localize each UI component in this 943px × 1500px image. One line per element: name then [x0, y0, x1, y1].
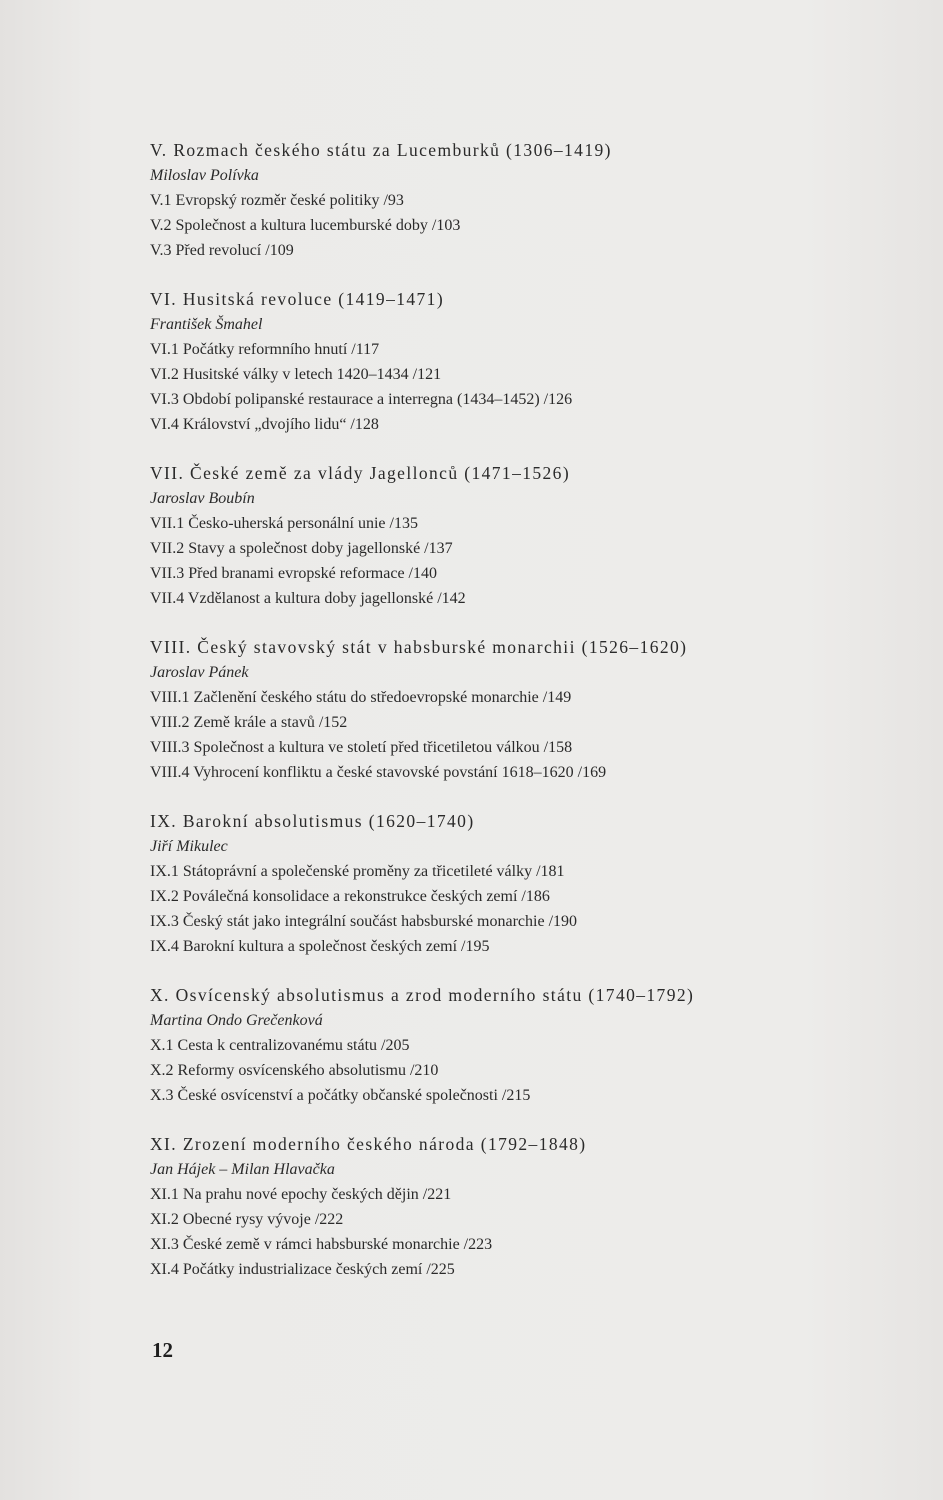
toc-section	[150, 1132, 910, 1282]
toc-entry: VII.1 Česko-uherská personální unie /135	[150, 515, 418, 532]
toc-entry: VIII.3 Společnost a kultura ve století před třicetiletou válkou /158	[150, 739, 573, 756]
toc-entry: V.2 Společnost a kultura lucemburské doby /103	[150, 217, 461, 234]
toc-section	[150, 287, 910, 437]
toc-entry: IX.2 Poválečná konsolidace a rekonstrukce českých zemí /186	[150, 888, 550, 905]
section-title: XI. Zrození moderního českého národa (1792–1848)	[150, 1134, 587, 1154]
toc-entry: VIII.1 Začlenění českého státu do středoevropské monarchie /149	[150, 689, 572, 706]
toc-entry: VIII.4 Vyhrocení konfliktu a české stavovské povstání 1618–1620 /169	[150, 764, 607, 781]
toc-entry: VI.2 Husitské války v letech 1420–1434 /121	[150, 366, 442, 383]
toc-entry: V.3 Před revolucí /109	[150, 242, 294, 259]
section-author: Jiří Mikulec	[150, 838, 228, 855]
section-title: VII. České země za vlády Jagellonců (1471–1526)	[150, 463, 571, 483]
toc-entry: VI.1 Počátky reformního hnutí /117	[150, 341, 380, 358]
toc-entry: V.1 Evropský rozměr české politiky /93	[150, 192, 404, 209]
toc-entry: VI.4 Království „dvojího lidu“ /128	[150, 416, 379, 433]
toc-entry: X.2 Reformy osvícenského absolutismu /210	[150, 1062, 439, 1079]
section-author: Jaroslav Boubín	[150, 490, 255, 507]
section-title: VI. Husitská revoluce (1419–1471)	[150, 289, 445, 309]
toc-entry: VI.3 Období polipanské restaurace a interregna (1434–1452) /126	[150, 391, 573, 408]
toc-entry: IX.1 Státoprávní a společenské proměny za třicetileté války /181	[150, 863, 565, 880]
section-author: Jan Hájek – Milan Hlavačka	[150, 1161, 335, 1178]
toc-entry: VII.2 Stavy a společnost doby jagellonské /137	[150, 540, 453, 557]
toc-section	[150, 809, 910, 959]
toc-entry: IX.4 Barokní kultura a společnost českých zemí /195	[150, 938, 490, 955]
toc-entry: VII.4 Vzdělanost a kultura doby jagellonské /142	[150, 590, 466, 607]
section-author: Martina Ondo Grečenková	[150, 1012, 323, 1029]
toc-entry: X.1 Cesta k centralizovanému státu /205	[150, 1037, 410, 1054]
section-title: IX. Barokní absolutismus (1620–1740)	[150, 811, 475, 831]
toc-section	[150, 461, 910, 611]
toc-entry: XI.1 Na prahu nové epochy českých dějin /221	[150, 1186, 452, 1203]
page-number: 12	[152, 1338, 173, 1362]
toc-entry: XI.4 Počátky industrializace českých zemí /225	[150, 1261, 455, 1278]
section-title: V. Rozmach českého státu za Lucemburků (1306–1419)	[150, 140, 612, 160]
toc-entry: VII.3 Před branami evropské reformace /140	[150, 565, 437, 582]
toc-section	[150, 138, 910, 263]
toc-entry: XI.2 Obecné rysy vývoje /222	[150, 1211, 344, 1228]
toc-entry: X.3 České osvícenství a počátky občanské společnosti /215	[150, 1087, 531, 1104]
section-author: Jaroslav Pánek	[150, 664, 249, 681]
table-of-contents	[150, 138, 910, 1306]
section-author: František Šmahel	[150, 316, 263, 333]
toc-entry: IX.3 Český stát jako integrální součást habsburské monarchie /190	[150, 913, 578, 930]
section-title: X. Osvícenský absolutismus a zrod moderního státu (1740–1792)	[150, 985, 695, 1005]
toc-section	[150, 983, 910, 1108]
toc-section	[150, 635, 910, 785]
section-author: Miloslav Polívka	[150, 167, 259, 184]
toc-entry: VIII.2 Země krále a stavů /152	[150, 714, 348, 731]
section-title: VIII. Český stavovský stát v habsburské monarchii (1526–1620)	[150, 637, 688, 657]
toc-entry: XI.3 České země v rámci habsburské monarchie /223	[150, 1236, 493, 1253]
